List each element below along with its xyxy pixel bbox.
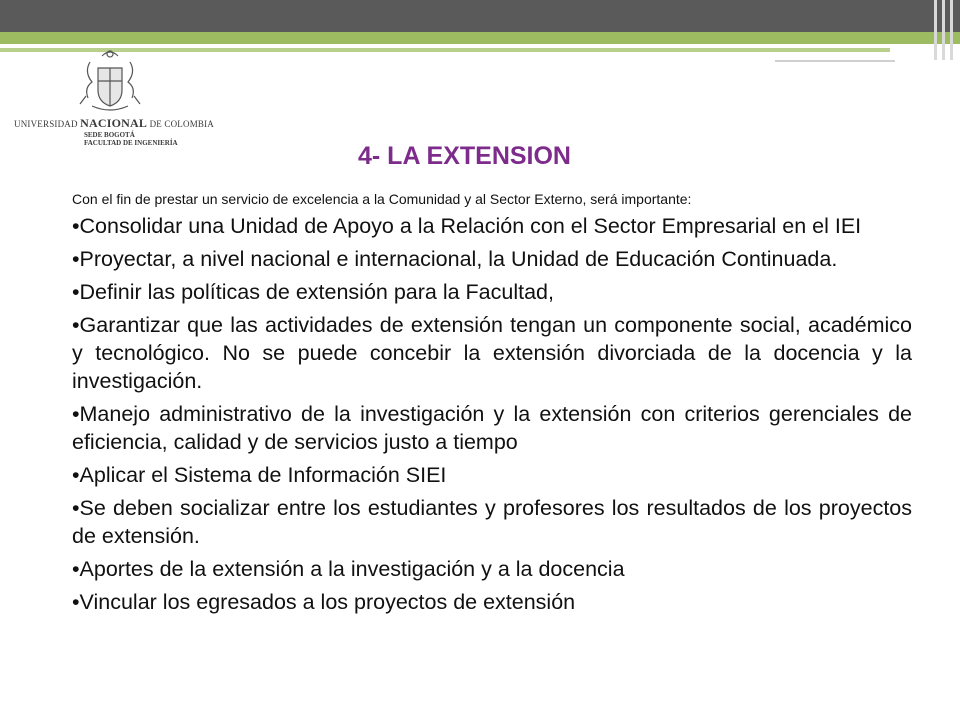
top-bar (0, 0, 960, 32)
coat-of-arms-icon (10, 48, 210, 118)
bullet-item: •Garantizar que las actividades de extensión tengan un componente social, académico y tecnológico. No se puede concebir la extensión divorciada de la docencia y la investigación. (72, 313, 912, 393)
bullet-item: •Manejo administrativo de la investigación y la extensión con criterios gerenciales de eficiencia, calidad y de servicios justo a tiempo (72, 402, 912, 454)
corner-stripes (930, 0, 960, 60)
bullet-item: •Aplicar el Sistema de Información SIEI (72, 463, 447, 487)
logo-faculty: FACULTAD DE INGENIERÍA (84, 139, 178, 147)
bullet-item: •Proyectar, a nivel nacional e internacional, la Unidad de Educación Continuada. (72, 247, 838, 271)
accent-band (0, 32, 960, 44)
intro-text: Con el fin de prestar un servicio de excelencia a la Comunidad y al Sector Externo, será importante: (72, 191, 692, 207)
logo-university-name: UNIVERSIDAD NACIONAL DE COLOMBIA (14, 116, 215, 130)
decorative-bracket (775, 60, 895, 72)
bullet-item: •Se deben socializar entre los estudiantes y profesores los resultados de los proyectos de extensión. (72, 496, 912, 548)
bullet-list (72, 212, 912, 621)
slide-title: 4- LA EXTENSION (358, 142, 571, 170)
bullet-item: •Aportes de la extensión a la investigación y a la docencia (72, 557, 625, 581)
university-logo (10, 48, 215, 158)
bullet-item: •Consolidar una Unidad de Apoyo a la Relación con el Sector Empresarial en el IEI (72, 214, 862, 238)
logo-campus: SEDE BOGOTÁ (84, 131, 135, 139)
bullet-item: •Definir las políticas de extensión para la Facultad, (72, 280, 554, 304)
bullet-item: •Vincular los egresados a los proyectos de extensión (72, 590, 576, 614)
